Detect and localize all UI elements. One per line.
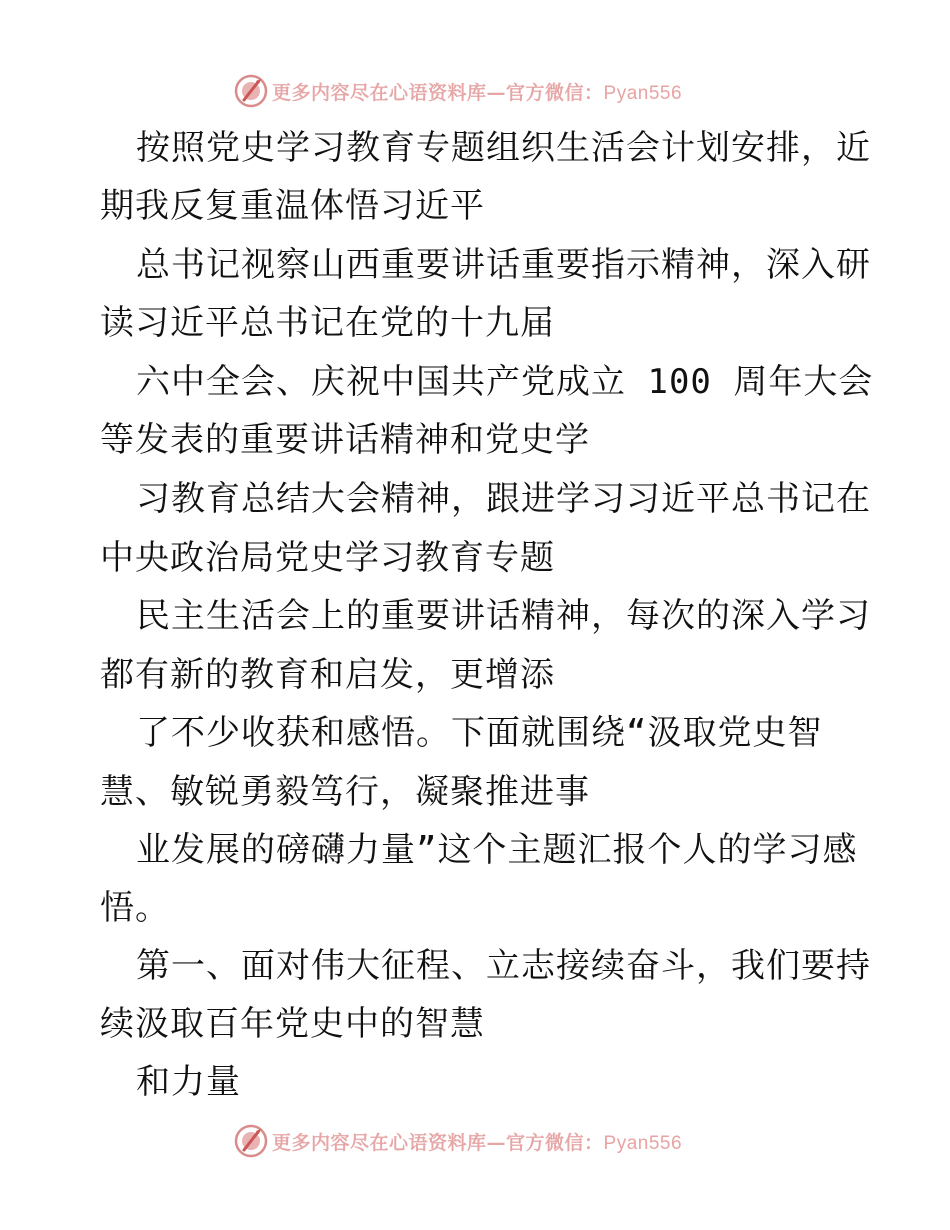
text-line: 慧、敏锐勇毅笃行，凝聚推进事 bbox=[100, 772, 590, 812]
text-line: 中央政治局党史学习教育专题 bbox=[100, 538, 555, 578]
text-line: 都有新的教育和启发，更增添 bbox=[100, 655, 555, 695]
brand-logo-icon bbox=[234, 74, 268, 108]
watermark-handle: Pyan556 bbox=[603, 82, 683, 104]
watermark-text bbox=[272, 78, 682, 105]
text-line: 第一、面对伟大征程、立志接续奋斗，我们要持 bbox=[136, 946, 871, 986]
text-line: 习教育总结大会精神，跟进学习习近平总书记在 bbox=[136, 479, 871, 519]
watermark-text bbox=[272, 1128, 682, 1155]
header-watermark bbox=[234, 71, 682, 111]
text-line: 总书记视察山西重要讲话重要指示精神，深入研 bbox=[136, 245, 871, 285]
text-line: 民主生活会上的重要讲话精神，每次的深入学习 bbox=[136, 596, 871, 636]
watermark-prefix: 更多内容尽在心语资料库—官方微信： bbox=[272, 81, 604, 104]
text-line: 业发展的磅礴力量”这个主题汇报个人的学习感 bbox=[136, 830, 858, 870]
text-line: 按照党史学习教育专题组织生活会计划安排，近 bbox=[136, 128, 871, 168]
watermark-handle: Pyan556 bbox=[603, 1132, 683, 1154]
footer-watermark bbox=[234, 1121, 682, 1161]
text-line: 读习近平总书记在党的十九届 bbox=[100, 303, 555, 343]
watermark-prefix: 更多内容尽在心语资料库—官方微信： bbox=[272, 1131, 604, 1154]
text-line: 和力量 bbox=[136, 1062, 241, 1102]
text-line: 期我反复重温体悟习近平 bbox=[100, 186, 485, 226]
text-line: 了不少收获和感悟。下面就围绕“汲取党史智 bbox=[136, 713, 823, 753]
text-line: 悟。 bbox=[100, 888, 170, 928]
text-line: 等发表的重要讲话精神和党史学 bbox=[100, 420, 590, 460]
text-line: 六中全会、庆祝中国共产党成立 100 周年大会 bbox=[136, 362, 874, 402]
brand-logo-icon bbox=[234, 1124, 268, 1158]
text-line: 续汲取百年党史中的智慧 bbox=[100, 1004, 485, 1044]
